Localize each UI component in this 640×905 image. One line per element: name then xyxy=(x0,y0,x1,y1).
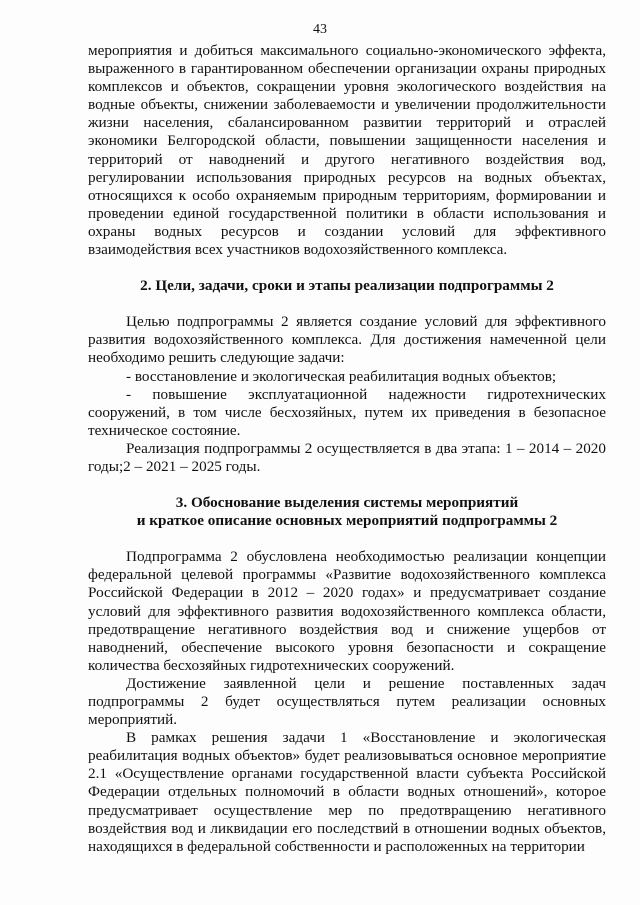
paragraph-task-1: В рамках решения задачи 1 «Восстановление и экологическая реабилитация водных объектов» будет реализовываться основное мероприятие 2.1 «Осуществление органами государственной власти субъекта Российской Федерации отдельных полномочий в области водных отношений», которое предусматривает осуществление мер по предотвращению негативного воздействия вод и ликвидации его последствий в отношении водных объектов, находящихся в федеральной собственности и расположенных на территории xyxy=(88,729,606,855)
section-heading-3-line-2: и краткое описание основных мероприятий подпрограммы 2 xyxy=(136,512,558,530)
page-number: 43 xyxy=(313,22,327,37)
page-content xyxy=(88,42,606,856)
section-heading-3-line-1: 3. Обоснование выделения системы мероприятий xyxy=(175,494,519,512)
paragraph-goal: Целью подпрограммы 2 является создание условий для эффективного развития водохозяйственного комплекса. Для достижения намеченной цели необходимо решить следующие задачи: xyxy=(88,313,606,367)
task-item-1: - восстановление и экологическая реабилитация водных объектов; xyxy=(126,367,557,385)
section-heading-3 xyxy=(88,494,606,530)
paragraph-stages: Реализация подпрограммы 2 осуществляется в два этапа: 1 – 2014 – 2020 годы;2 – 2021 – 2025 годы. xyxy=(88,439,606,475)
section-heading-2: 2. Цели, задачи, сроки и этапы реализации подпрограммы 2 xyxy=(140,277,554,295)
paragraph-achievement: Достижение заявленной цели и решение поставленных задач подпрограммы 2 будет осуществляться путем реализации основных мероприятий. xyxy=(88,674,606,729)
task-item-2: - повышение эксплуатационной надежности гидротехнических сооружений, в том числе бесхозяйных, путем их приведения в безопасное техническое состояние. xyxy=(88,385,606,439)
paragraph-intro-continuation: мероприятия и добиться максимального социально-экономического эффекта, выраженного в гарантированном обеспечении организации охраны природных комплексов и объектов, сокращении уровня экологического воздействия на водные объекты, снижении заболеваемости и увеличении продолжительности жизни населения, сбалансированном развитии территорий и отраслей экономики Белгородской области, повышении защищенности населения и территорий от наводнений и другого негативного воздействия вод, регулировании использования природных ресурсов на водных объектах, относящихся к особо охраняемым природным территориям, формировании и проведении единой государственной политики в области использования и охраны водных ресурсов и создании условий для эффективного взаимодействия всех участников водохозяйственного комплекса. xyxy=(88,42,606,259)
paragraph-rationale: Подпрограмма 2 обусловлена необходимостью реализации концепции федеральной целевой программы «Развитие водохозяйственного комплекса Российской Федерации в 2012 – 2020 годах» и предусматривает создание условий для эффективного развития водохозяйственного комплекса области, предотвращение негативного воздействия вод и снижение ущербов от наводнений, обеспечение высокого уровня безопасности и сокращение количества бесхозяйных гидротехнических сооружений. xyxy=(88,548,606,674)
